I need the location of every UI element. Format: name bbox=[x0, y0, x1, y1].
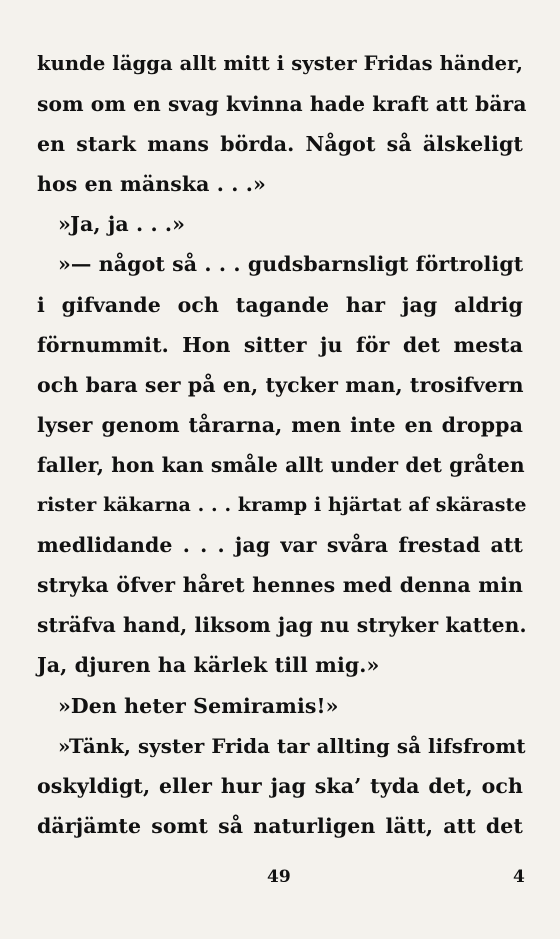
text-line: stryka öfver håret hennes med denna min bbox=[37, 573, 523, 598]
text-line: medlidande . . . jag var svåra frestad att bbox=[37, 533, 523, 558]
text-line: kunde lägga allt mitt i syster Fridas händer, bbox=[37, 52, 523, 75]
text-line: lyser genom tårarna, men inte en droppa bbox=[37, 412, 523, 437]
page-number: 49 bbox=[267, 867, 291, 887]
text-line: sträfva hand, liksom jag nu stryker katten. bbox=[37, 613, 527, 638]
text-line: och bara ser på en, tycker man, trosifvern bbox=[37, 372, 524, 397]
body-text bbox=[37, 44, 527, 846]
text-line: faller, hon kan småle allt under det gråten bbox=[37, 452, 525, 477]
text-line: »Ja, ja . . .» bbox=[58, 212, 186, 237]
text-line: »Tänk, syster Frida tar allting så lifsfromt bbox=[58, 733, 526, 758]
text-line: förnummit. Hon sitter ju för det mesta bbox=[37, 332, 523, 357]
text-line: »Den heter Semiramis!» bbox=[58, 693, 339, 718]
text-line: hos en mänska . . .» bbox=[37, 172, 266, 197]
text-line: Ja, djuren ha kärlek till mig.» bbox=[37, 653, 380, 678]
text-line: en stark mans börda. Något så älskeligt bbox=[37, 132, 523, 157]
text-line: rister käkarna . . . kramp i hjärtat af skäraste bbox=[37, 494, 527, 517]
text-line: oskyldigt, eller hur jag ska’ tyda det, och bbox=[37, 773, 523, 798]
text-line: i gifvande och tagande har jag aldrig bbox=[37, 292, 523, 317]
text-line: därjämte somt så naturligen lätt, att det bbox=[37, 813, 523, 838]
text-line: »— något så . . . gudsbarnsligt förtroligt bbox=[58, 252, 524, 277]
text-line: som om en svag kvinna hade kraft att bära bbox=[37, 92, 527, 117]
signature-mark: 4 bbox=[513, 867, 525, 887]
